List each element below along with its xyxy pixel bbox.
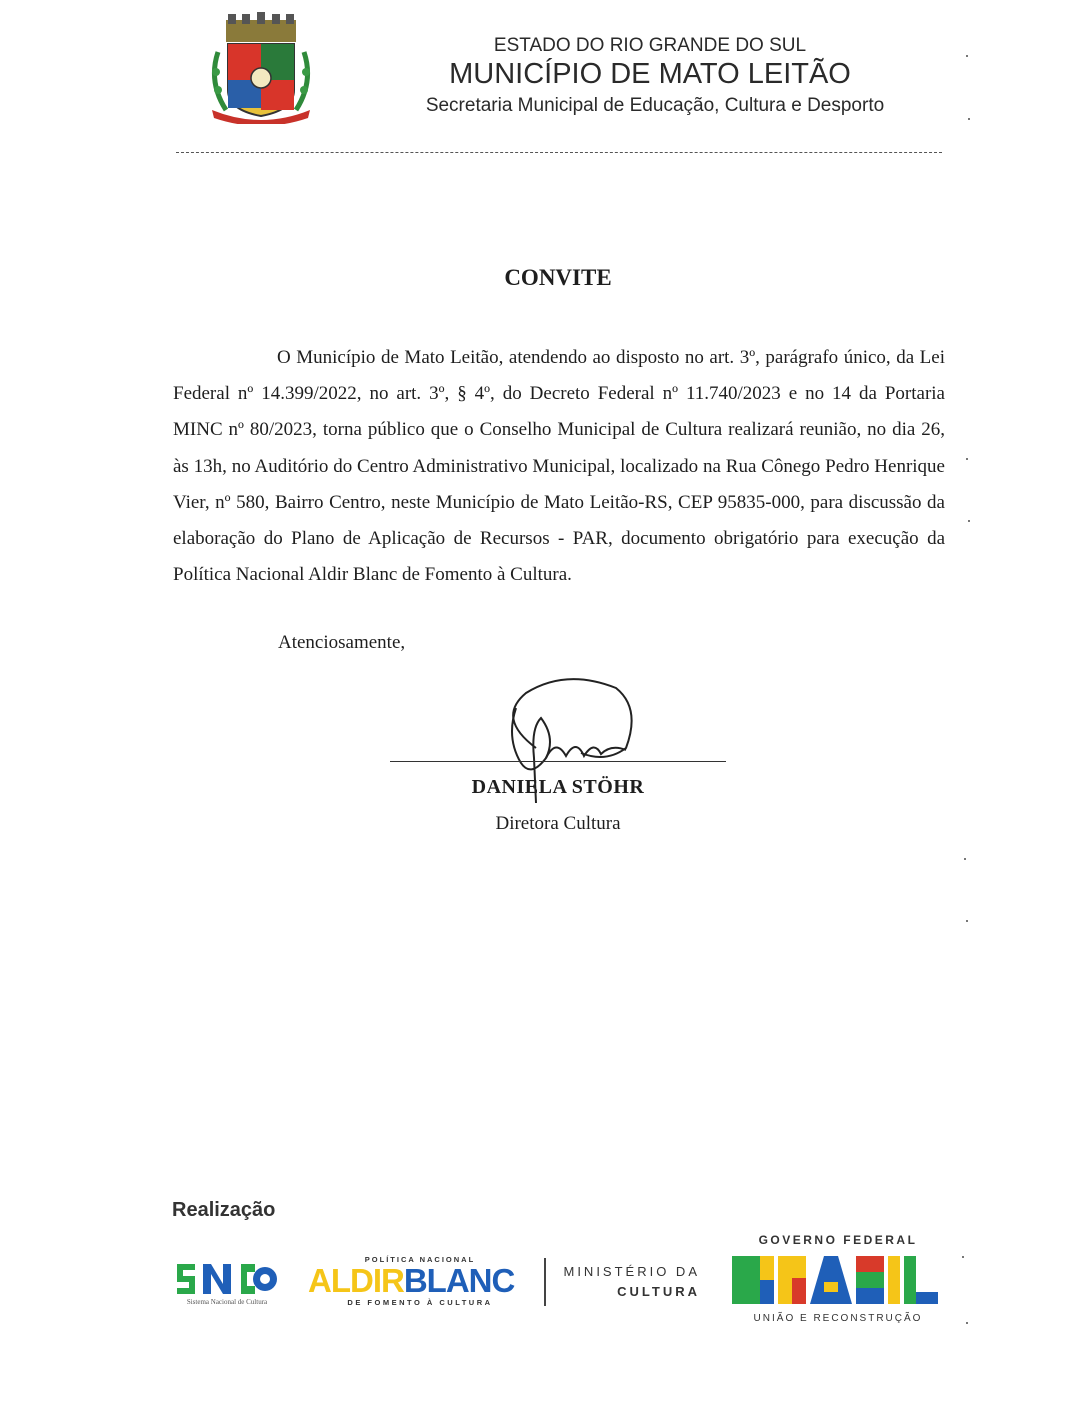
blanc-word: BLANC: [403, 1262, 515, 1299]
governo-federal-text: GOVERNO FEDERAL: [758, 1233, 918, 1247]
scan-speck: [968, 520, 970, 522]
brasil-logo: [732, 1252, 938, 1308]
aldir-word: ALDIR: [308, 1262, 404, 1299]
ministerio-line-2: CULTURA: [617, 1284, 700, 1299]
signatory-name: DANIELA STÖHR: [471, 776, 645, 798]
scan-speck: [966, 55, 968, 57]
scan-speck: [964, 858, 966, 860]
scan-speck: [966, 458, 968, 460]
aldir-blanc-top-text: POLÍTICA NACIONAL: [364, 1255, 476, 1264]
scan-speck: [968, 118, 970, 120]
municipality-name: MUNICÍPIO DE MATO LEITÃO: [449, 58, 851, 90]
secretariat-name: Secretaria Municipal de Educação, Cultura e Desporto: [425, 95, 885, 116]
scan-speck: [962, 1256, 964, 1258]
closing-salutation: Atenciosamente,: [278, 632, 406, 653]
header-divider: [176, 152, 942, 153]
aldir-blanc-bottom-text: DE FOMENTO À CULTURA: [347, 1298, 493, 1307]
footer-label: Realização: [172, 1199, 276, 1221]
document-title: CONVITE: [504, 265, 612, 290]
snc-caption: Sistema Nacional de Cultura: [186, 1298, 268, 1306]
logo-separator: [544, 1258, 546, 1306]
invitation-body: O Município de Mato Leitão, atendendo ao disposto no art. 3º, parágrafo único, da Lei Federal nº 14.399/2022, no art. 3º, § 4º, do Decreto Federal nº 11.740/2023 e no 14 da Portaria MINC nº 80/2023, torna público que o Conselho Municipal de Cultura realizará reunião, no dia 26, às 13h, no Auditório do Centro Administrativo Municipal, localizado na Rua Cônego Pedro Henrique Vier, nº 580, Bairro Centro, neste Município de Mato Leitão-RS, CEP 95835-000, para discussão da elaboração do Plano de Aplicação de Recursos - PAR, documento obrigatório para execução da Política Nacional Aldir Blanc de Fomento à Cultura.: [173, 347, 945, 586]
ministerio-line-1: MINISTÉRIO DA: [563, 1264, 700, 1279]
state-name: ESTADO DO RIO GRANDE DO SUL: [493, 35, 807, 56]
signatory-role: Diretora Cultura: [495, 813, 621, 834]
municipal-coat-of-arms-icon: [208, 12, 314, 124]
scan-speck: [966, 1322, 968, 1324]
signature-line: [390, 761, 726, 762]
scan-speck: [966, 920, 968, 922]
aldir-blanc-logo: [308, 1262, 514, 1300]
governo-slogan: UNIÃO E RECONSTRUÇÃO: [753, 1313, 923, 1324]
